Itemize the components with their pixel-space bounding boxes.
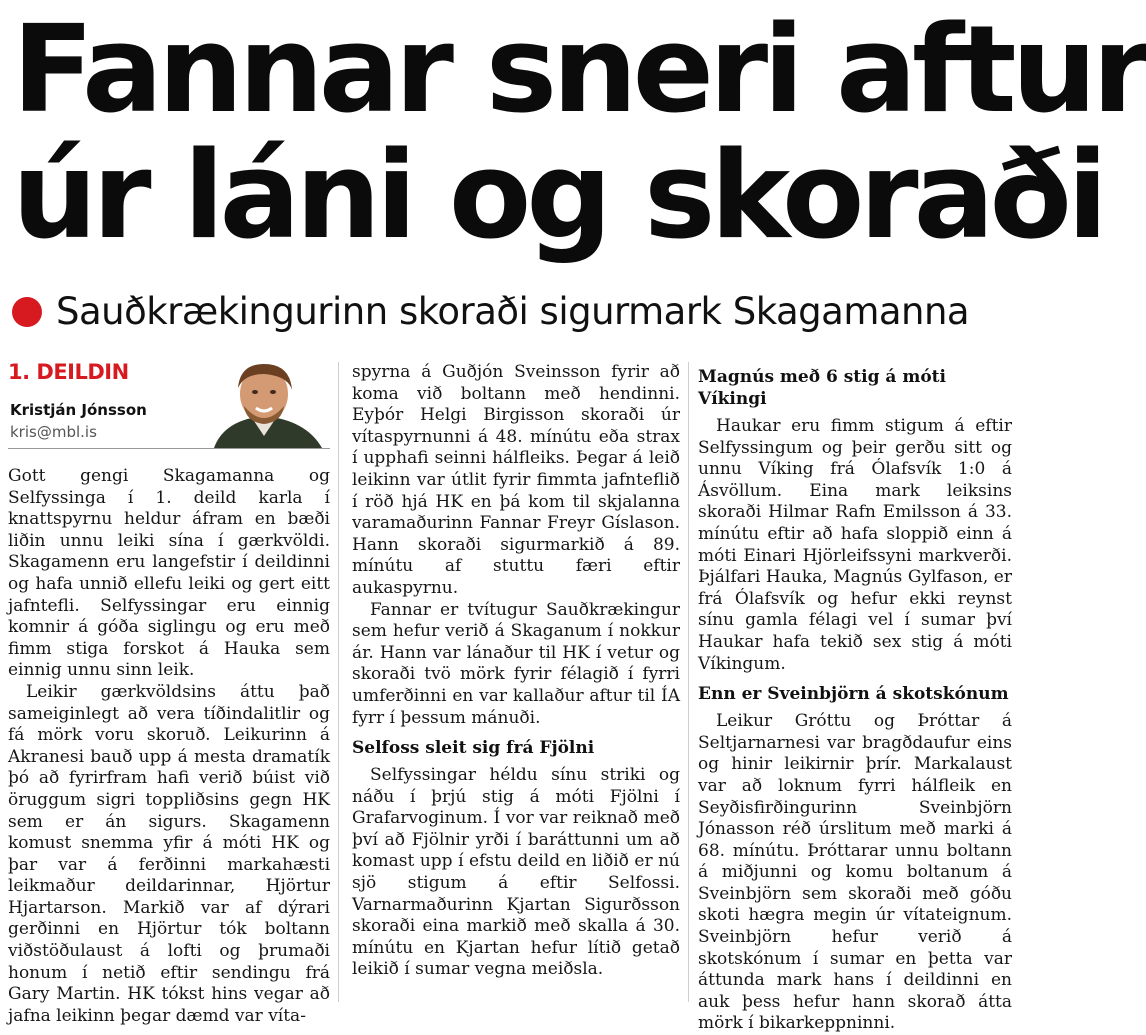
section-kicker: 1. DEILDIN	[8, 360, 129, 384]
article-column-1	[8, 362, 330, 1027]
author-email[interactable]: kris@mbl.is	[10, 423, 97, 441]
subheadline-text: Sauðkrækingurinn skoraði sigurmark Skagamanna	[56, 290, 970, 333]
author-portrait	[204, 358, 326, 448]
subheadline	[12, 290, 969, 334]
paragraph: Gott gengi Skagamanna og Selfyssinga í 1. deild karla í knattspyrnu heldur áfram en bæði liðin unnu leiki sína í gærkvöldi. Skagamenn eru langefstir í deildinni og hafa unnið ellefu leiki og gert eitt jafntefli. Selfyssingar eru einnig komnir á góða siglingu og eru með fimm stiga forskot á Hauka sem einnig unnu sinn leik.	[8, 466, 330, 681]
article-column-3	[698, 362, 1012, 1035]
byline	[8, 362, 330, 462]
section-heading: Enn er Sveinbjörn á skotskónum	[698, 684, 1009, 705]
column-divider	[688, 362, 689, 1002]
paragraph: Haukar eru fimm stigum á eftir Selfyssingum og þeir gerðu sitt og unnu Víking frá Ólafsvík 1:0 á Ásvöllum. Eina mark leiksins skoraði Hilmar Rafn Emilsson á 33. mínútu eftir að hafa sloppið einn á móti Einari Hjörleifssyni markverði. Þjálfari Hauka, Magnús Gylfason, er frá Ólafsvík og hefur ekki reynst sínu gamla félagi vel í sumar því Haukar hafa tekið sex stig á móti Víkingum.	[698, 416, 1012, 674]
red-bullet-icon	[12, 297, 42, 327]
byline-rule	[8, 448, 330, 449]
article-column-2	[352, 362, 680, 981]
paragraph: Fannar er tvítugur Sauðkrækingur sem hefur verið á Skaganum í nokkur ár. Hann var lánaður til HK í vetur og skoraði tvö mörk fyrir félagið í fyrri umferðinni en var kallaður aftur til ÍA fyrr í þessum mánuði.	[352, 599, 680, 728]
headline-line-2: úr láni og skoraði	[12, 127, 1104, 266]
paragraph: spyrna á Guðjón Sveinsson fyrir að koma við boltann með hendinni. Eyþór Helgi Birgisson skoraði úr vítaspyrnunni á 48. mínútu eða strax í upphafi seinni hálfleiks. Þegar á leið leikinn var útlit fyrir fimmta jafnteflið í röð hjá HK en þá kom til skjalanna varamaðurinn Fannar Freyr Gíslason. Hann skoraði sigurmarkið á 89. mínútu af stuttu færi eftir aukaspyrnu.	[352, 362, 680, 598]
paragraph: Selfyssingar héldu sínu striki og náðu í þrjú stig á móti Fjölni í Grafarvoginum. Í vor var reiknað með því að Fjölnir yrði í baráttunni um að komast upp í efstu deild en liðið er nú sjö stigum á eftir Selfossi. Varnarmaðurinn Kjartan Sigurðsson skoraði eina markið með skalla á 30. mínútu en Kjartan hefur lítið getað leikið í sumar vegna meiðsla.	[352, 765, 680, 980]
headline-line-1: Fannar sneri aftur	[12, 1, 1146, 140]
section-heading: Magnús með 6 stig á móti Víkingi	[698, 367, 946, 409]
author-portrait-icon	[204, 358, 326, 448]
paragraph: Leikir gærkvöldsins áttu það sameiginlegt að vera tíðindalitlir og fá mörk voru skoruð. Leikurinn á Akranesi bauð upp á mesta dramatík þó að fyrirfram hafi verið búist við öruggum sigri toppliðsins gegn HK sem er án sigurs. Skagamenn komust snemma yfir á móti HK og þar var á ferðinni markahæsti leikmaður deildarinnar, Hjörtur Hjartarson. Markið var af dýrari gerðinni en Hjörtur tók boltann viðstöðulaust á lofti og þrumaði honum í netið eftir sendingu frá Gary Martin. HK tókst hins vegar að jafna leikinn þegar dæmd var víta-	[8, 681, 330, 1026]
column-divider	[338, 362, 339, 1002]
author-name: Kristján Jónsson	[10, 401, 147, 419]
headline	[12, 1, 1146, 266]
paragraph: Leikur Gróttu og Þróttar á Seltjarnarnesi var bragðdaufur eins og hinir leikirnir þrír. Markalaust var að loknum fyrri hálfleik en Seyðisfirðingurinn Sveinbjörn Jónasson réð úrslitum með marki á 68. mínútu. Þróttarar unnu boltann á miðjunni og komu boltanum á Sveinbjörn sem skoraði með góðu skoti hægra megin úr vítateignum. Sveinbjörn hefur verið á skotskónum í sumar en þetta var áttunda mark hans í deildinni en auk þess hefur hann skorað átta mörk í bikarkeppninni.	[698, 711, 1012, 1034]
section-heading: Selfoss sleit sig frá Fjölni	[352, 738, 595, 759]
